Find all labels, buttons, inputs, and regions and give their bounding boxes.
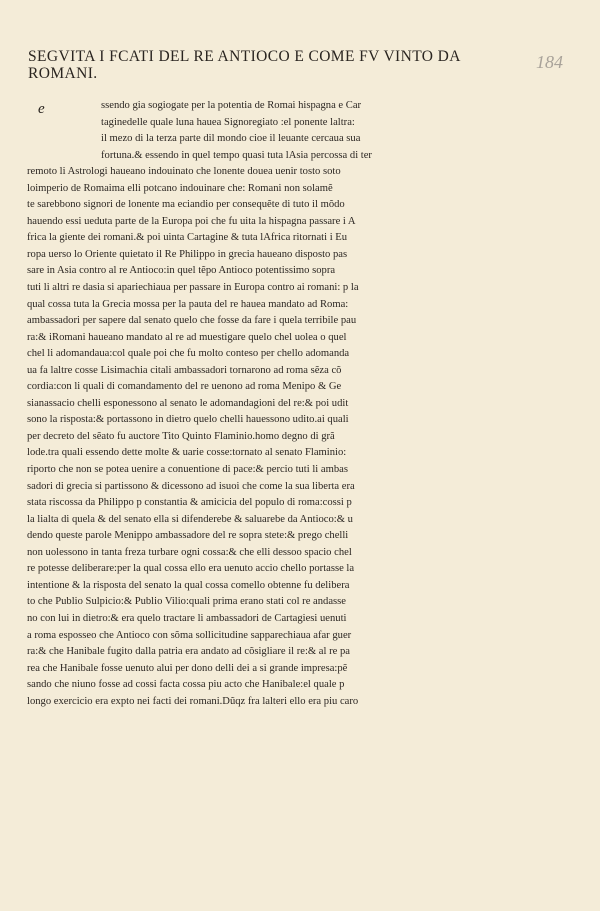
text-line: ropa uerso lo Oriente quietato il Re Philippo in grecia haueano disposto pas (27, 248, 348, 260)
text-line: longo exercicio era expto nei facti dei romani.Dũqz fra lalteri ello era piu caro (27, 695, 359, 707)
text-line: qual cossa tuta la Grecia mossa per la pauta del re hauea mandato ad Roma: (27, 298, 349, 310)
text-line: riporto che non se potea uenire a conuentione di pace:& percio tuti li ambas (27, 464, 348, 476)
text-line: intentione & la risposta del senato la qual cossa comello obtenne fu delibera (27, 579, 350, 591)
text-line: per decreto del sẽato fu auctore Tito Quinto Flaminio.homo degno di grã (27, 430, 335, 442)
text-line: to che Publio Sulpicio:& Publio Vilio:quali prima erano stati col re andasse (27, 596, 346, 608)
text-line: sadori di grecia si partissono & dicessono ad isuoi che come la sua liberta era (27, 480, 355, 492)
text-line: non uolessono in tanta freza turbare ogni cossa:& che elli dessoo spacio chel (27, 546, 352, 558)
page-number: 184 (536, 52, 563, 72)
text-line: la lialta di quela & del senato ella si difenderebe & saluarebe da Antioco:& u (27, 513, 353, 525)
text-line: ua fa laltre cosse Lisimachia citali ambassadori tornarono ad roma sẽza cõ (27, 364, 342, 376)
text-line: ambassadori per sapere dal senato quelo che fosse da fare i quela terribile pau (27, 315, 357, 327)
text-line: frica la giente dei romani.& poi uinta Cartagine & tuta lAfrica ritornati i Eu (27, 232, 348, 244)
text-line: no con lui in dietro:& era quelo tractare li ambassadori de Cartagiesi uenuti (27, 612, 347, 624)
text-line: te sarebbono signori de lonente ma eciandio per consequẽte di tuto il mõdo (27, 199, 345, 211)
text-line: ssendo gia sogiogate per la potentia de Romai hispagna e Car (101, 100, 362, 111)
text-line: hauendo essi ueduta parte de la Europa poi che fu uita la hispagna passare i A (27, 215, 356, 227)
text-line: remoto li Astrologi haueano indouinato che lonente douea uenir tosto soto (27, 166, 341, 178)
text-line: sando che niuno fosse ad cossi facta cossa piu acto che Hanibale:el quale p (27, 679, 345, 691)
text-line: il mezo di la terza parte dil mondo cioe il leuante cercaua sua (101, 133, 361, 145)
text-line: loimperio de Romaima elli potcano indouinare che: Romani non solamẽ (27, 182, 333, 194)
text-line: cordia:con li quali di comandamento del re uenono ad roma Menipo & Ge (27, 381, 342, 393)
text-line: dendo queste parole Menippo ambassadore del re sopra stete:& prego chelli (27, 530, 349, 542)
text-line: sianassacio chelli esponessono al senato le adomandagioni del re:& poi udit (27, 397, 349, 409)
text-line: taginedelle quale luna hauea Signoregiato :el ponente laltra: (101, 116, 355, 128)
text-line: chel li adomandaua:col quale poi che fu molto conteso per chello adomanda (27, 348, 350, 360)
text-line: re potesse deliberare:per la qual cossa ello era uenuto accio chello portasse la (27, 563, 355, 575)
text-line: ra:& che Hanibale fugito dalla patria era andato ad cõsigliare il re:& al re pa (27, 646, 350, 658)
text-line: tuti li altri re dasia si apariechiaua per passare in Europa contro ai romani: p la (27, 282, 359, 294)
text-line: stata riscossa da Philippo p constantia & amicicia del populo di roma:cossi p (27, 497, 352, 509)
text-line: ra:& iRomani haueano mandato al re ad muestigare quelo chel uolea o quel (27, 331, 347, 343)
chapter-heading: SEGVITA I FCATI DEL RE ANTIOCO E COME FV VINTO DA ROMANI. (28, 48, 460, 82)
text-line: a roma esposseo che Antioco con sõma sollicitudine sapparechiaua afar guer (27, 629, 352, 641)
text-line: fortuna.& essendo in quel tempo quasi tuta lAsia percossa di ter (101, 149, 372, 161)
text-line: lode.tra quali essendo dette molte & uarie cosse:tornato al senato Flaminio: (27, 447, 347, 459)
text-line: rea che Hanibale fosse uenuto alui per dono delli dei a si grande impresa:pẽ (27, 662, 348, 674)
initial-letter: e (38, 101, 45, 117)
text-line: sono la risposta:& portassono in dietro quelo chelli hauessono udito.ai quali (27, 414, 349, 426)
body-text (27, 98, 465, 710)
text-line: sare in Asia contro al re Antioco:in quel tẽpo Antioco potentissimo sopra (27, 265, 336, 277)
